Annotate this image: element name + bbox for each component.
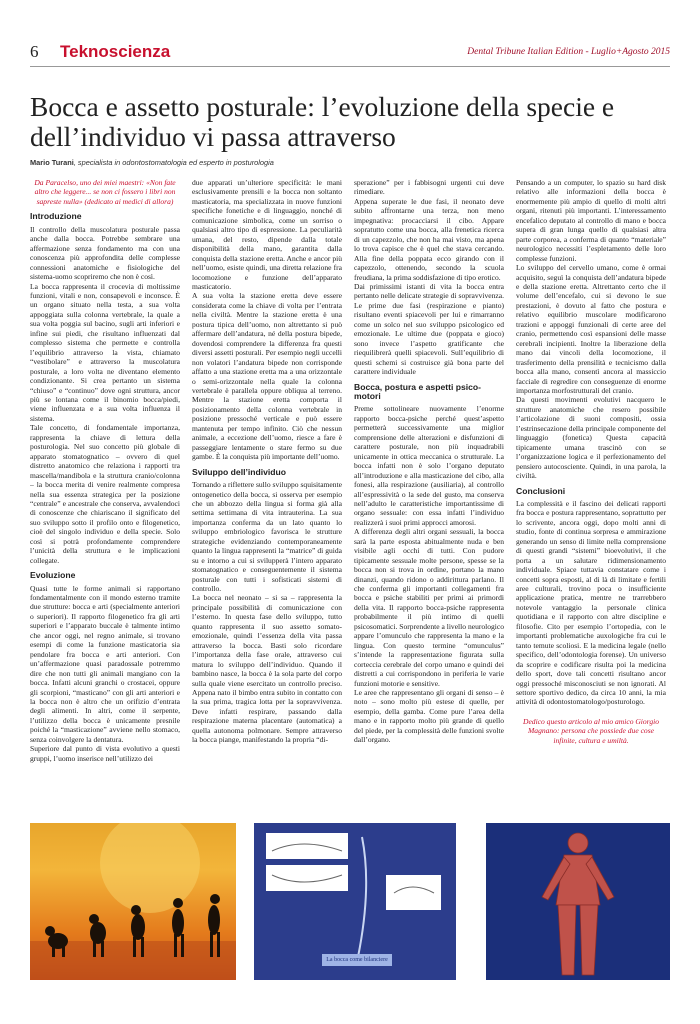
heading-sviluppo: Sviluppo dell’individuo <box>192 466 287 477</box>
heading-introduzione: Introduzione <box>30 211 82 222</box>
paragraph: La bocca rappresenta il crocevia di moltissime funzioni, vitali e non, consapevoli e inconsce. È un organo situato nella testa, a sua volta appoggiata sulla colonna vertebrale, la quale a sua volta poggia sul bacino, sugli arti inferiori e infine sui piedi, che risultano influenzati dal complesso sistema che permette e controlla l’equilibrio attraverso la vista, chiamato “vestibolare” e attraverso la muscolatura posturale, a loro volta ne diventano elemento condizionante. Si crea pertanto un sistema “chiuso” e “continuo” dove ogni struttura, ancor più se lontana come il binomio bocca/piedi, viene influenzata e a sua volta influenza il sistema. <box>30 281 180 423</box>
section-title: Teknoscienza <box>60 42 171 61</box>
paragraph: Lo sviluppo del cervello umano, come è ormai acquisito, seguì la conquista dell’andatura bipede e della stazione eretta. Altrettanto certo che il volume dell’encefalo, cui si devono le sue prestazioni, è dovuto al fatto che postura e relativo equilibrio muscolare modificarono trazioni e appoggi funzionali di certe aree del cranio, permettendo così espansioni delle masse cerebrali incipienti. Inoltre la liberazione della mano dai vincoli della locomozione, il trasferimento della prensilità e tecnicismo dalla bocca alla mano, consentì ancora al massiccio facciale di regredire con conseguenze di enorme importanza morfostrutturali del cranio. <box>516 263 666 395</box>
paragraph: Tornando a riflettere sullo sviluppo squisitamente ontogenetico della bocca, si osserva per esempio che un abbozzo della lingua si forma già alla settima settimana di vita intrauterina. La sua importanza conferma da un lato quanto lo sviluppo embriologico favorisca le strutture strategiche evidenziando contemporaneamente quanto la lingua rappresenti la “matrice” di guida su e intorno a cui si svilupperà l’intero apparato stomatognatico e conseguentemente il sistema posturale con tutti i sofisticati sistemi di controllo. <box>192 480 342 594</box>
muscle-figure <box>486 823 670 980</box>
article-title: Bocca e assetto posturale: l’evoluzione della specie e dell’individuo vi passa attraverso <box>30 91 615 152</box>
author-line <box>30 158 274 167</box>
page-number: 6 <box>30 42 39 61</box>
page-header <box>30 40 670 67</box>
column-2 <box>192 178 342 806</box>
paragraph: A differenza degli altri organi sessuali, la bocca sarà la parte esposta abitualmente nuda e ben visibile agli occhi di tutti. Con pudore tipicamente sessuale molte persone, spesse se la bocca non si trova in ordine, portano la mano dinanzi, quando ridono o addirittura parlano. Il che conferma gli importanti collegamenti fra bocca e psiche stabiliti per primi ai primordi della vita. Il rapporto bocca-psiche rappresenta probabilmente il più intimo di quelli psicosomatici. Sorprendente a livello neurologico appare l’omunculo che rappresenta la mano e la lingua. Con questo termine “omunculus” s’intende la rappresentazione figurata sulla corteccia cerebrale del corpo umano e quindi dei distretti a cui corrispondono in periferia le varie funzioni motorie e sensitive. <box>354 527 504 688</box>
column-1 <box>30 178 180 806</box>
paragraph: Superiore dal punto di vista evolutivo a questi gruppi, l’uomo inserisce nell’utilizzo dei <box>30 744 180 763</box>
column-3 <box>354 178 504 806</box>
dedication-quote: Dedico questo articolo al mio amico Giorgio Magnano: persona che possiede due cose infinite, cultura e umiltà. <box>523 716 659 745</box>
evolution-illustration <box>30 823 236 980</box>
paragraph: Le aree che rappresentano gli organi di senso – è noto – sono molto più estese di quelle, per esempio, della gamba. Come pure l’area della mano e in rapporto molto più grande di quello del piede, per la complessità delle funzioni svolte dall’organo. <box>354 688 504 745</box>
paragraph: A sua volta la stazione eretta deve essere considerata come la chiave di volta per l’entrata nella civiltà. Mentre la stazione eretta è una postura tipica dell’uomo, non altrettanto si può affermare dell’andatura, né della postura bipede, dovendosi comprendere la differenza fra questi diversi assetti posturali. Per esempio negli uccelli non volatori l’andatura bipede non corrisponde affatto a una stazione eretta ma a una orizzontale o semi-orizzontale nella quale la colonna vertebrale è parallela oppure obliqua al terreno. Mentre la stazione eretta comporta il posizionamento della colonna vertebrale in posizione pressoché verticale e può essere mantenuta per tempo infinito. Ciò che nessun animale, a eccezione dell’uomo, riesce a fare è passeggiare lentamente o stare fermo su due gambe. È la conquista più importante dell’uomo. <box>192 291 342 462</box>
paragraph: Da questi movimenti evolutivi nacquero le strutture anatomiche che resero possibile l’articolazione di suoni compositi, ossia l’estrinsecazione della principale componente del linguaggio (fonetica) Questa capacità tipicamente umana trascinò con se l’organizzazione logica e il perfezionamento del pensiero autocosciente. Quindi, in una parola, la civiltà. <box>516 395 666 481</box>
paragraph: due apparati un’ulteriore specificità: le mani esclusivamente prensili e la bocca non soltanto masticatoria, ma specializzata in nuove funzioni specifiche fonetiche e di linguaggio, nonché di comunicazione simbolica, come un sorriso o qualsiasi altro tipo di espressione. La peculiarità umana, del resto, dipende dalla totale disponibilità della mano, garantita dalla conquista della stazione eretta. Anche e ancor più nell’uomo, esiste quindi, una diretta relazione fra locomozione e funzione dell’apparato masticatorio. <box>192 178 342 291</box>
anatomy-illustration <box>486 823 670 980</box>
paragraph: La complessità e il fascino dei delicati rapporti fra bocca e postura rappresentano, soprattutto per lo scrivente, ancora oggi, dopo molti anni di studio, fonte di continua sorpresa e ammirazione generando un senso di limite nella comprensione di questi grandi “sistemi” bioevolutivi, il che porta a un salutare ridimensionamento individuale. Spiace tuttavia constatare come i concetti sopra esposti, al di là di limitate e fertili aree culturali, trovino poca o insufficiente applicazione pratica, mentre ne trarrebbero notevole vantaggio la personale clinica quotidiana e il rapporto con altre discipline e filosofie. Cito per esempio l’ortopedia, con le importanti problematiche auxologiche fra cui le tanto temute scoliosi. E la medicina legale (nello specifico, dell’odontologia forense). Un universo da scoprire e codificare risulta poi la medicina dello sport, dove tali concetti risultano ancor oggi pressoché misconosciuti se non ignorati. Al settore sportivo dedico, da circa 10 anni, la mia attività di odontostomatologo/posturologo. <box>516 498 666 707</box>
paragraph: Appena superate le due fasi, il neonato deve subito affrontarne una terza, non meno impegnativa: procacciarsi il cibo. Appare sopratutto come una bocca, alla frenetica ricerca di un capezzolo, che non ha mai visto, ma apena lo trova capisce che è quel che stava cercando. Alla fine della poppata ecco girando con il capezzolo, ottenendo, secondo la scuola freudiana, la prima soddisfazione di tipo erotico. <box>354 196 504 282</box>
paragraph: sperazione” per i fabbisogni urgenti cui deve rimediare. <box>354 178 504 197</box>
heading-evoluzione: Evoluzione <box>30 570 76 581</box>
paragraph: Tale concetto, di fondamentale importanza, rappresenta la chiave di lettura della posturologia. Nel suo concetto più globale di apparato stomatognatico – ovvero di quel distretto anatomico che relaziona i rapporti tra mascella/mandibola e la struttura cranio/colonna – la bocca merita di venire realmente compresa nella sua essenza strategica per la posizione “centrale” e ancestrale che conserva, avvalendoci di conoscenze che chiariscano il significato del suo sviluppo sotto il profilo onto e filogenetico, cioè del singolo individuo e della specie. Solo così si potrà profondamente comprendere l’unicità della struttura e le implicazioni collegate. <box>30 423 180 565</box>
author-role: , specialista in odontostomatologia ed esperto in posturologia <box>73 158 274 167</box>
author-name: Mario Turani <box>30 158 74 167</box>
heading-bocca-postura: Bocca, postura e aspetti psico-motori <box>354 381 482 401</box>
image-caption: La bocca come bilanciere <box>322 954 392 966</box>
image-strip <box>30 823 670 983</box>
paragraph: Pensando a un computer, lo spazio su hard disk relativo alle informazioni della bocca è enormemente più ampio di quello di molti altri organi, ritenuti più importanti. L’interessamento encefalico deputato al controllo di mano e bocca supera di gran lunga quello di qualsiasi altra parte corporea, a conferma di quanto “materiale” neurologico necessiti l’espletamento delle loro complesse funzioni. <box>516 178 666 263</box>
paragraph: La bocca nel neonato – si sa – rappresenta la principale possibilità di comunicazione con l’esterno. In questa fase dello sviluppo, tutto quanto rappresenta il suo assetto somato-emozionale, quindi l’essenza della vita passa attraverso la bocca. Basti solo ricordare l’importanza della fase orale, attraverso cui matura lo sviluppo dell’individuo. Quando il bambino nasce, la bocca è la sola parte del corpo sulla quale viene esercitato un controllo preciso. Appena nato il bimbo entra subito in contatto con la sua prima, tragica lotta per la sopravvivenza. Deve infatti respirare, passando dalla respirazione materna placentare (automatica) a quella autonoma polmonare. Sempre attraverso la bocca piange, manifestando la propria “di- <box>192 593 342 745</box>
paragraph: Dai primissimi istanti di vita la bocca entra pertanto nelle delicate strategie di sopravvivenza. Le prime due fasi (respirazione e pianto) risultano eventi spiacevoli per lui e rimarranno come un solco nel suo sviluppo psicologico ed emozionale. Le ultime due (poppata e gioco) sono invece l’aspetto gratificante che riequilibrerà quelli spiacevoli. Sull’equilibrio di questi schemi si costruisce già bona parte del carattere individuale <box>354 281 504 377</box>
paragraph: Quasi tutte le forme animali si rapportano fondamentalmente con il mondo esterno tramite due strutture: bocca e arti (specialmente anteriori o superiori). Il rapporto filogenetico fra gli arti superiori e l’apparato buccale è talmente intimo che ancor oggi, nel regno animale, si trovano esempi di come la funzione masticatoria sia pendolare fra bocca e arti anteriori. Con un’affermazione quasi paradossale potremmo dire che non tutti gli animali mangiano con la bocca. Infatti alcuni granchi o crostacei, oppure gli scorpioni, “masticano” con gli arti anteriori e la bocca non è altro che un orifizio d’entrata degli alimenti. In altri, come il serpente, l’utilizzo della bocca è unicamente presnile poiché la “masticazione” avviene nello stomaco, senza coinvolgere la dentatura. <box>30 583 180 744</box>
edition-line: Dental Tribune Italian Edition - Luglio+Agosto 2015 <box>467 47 670 57</box>
heading-conclusioni: Conclusioni <box>516 485 566 496</box>
paragraph: Preme sottolineare nuovamente l’enorme rapporto bocca-psiche perché quest’aspetto permetterà successivamente una miglior comprensione delle alterazioni e disfunzioni di carattere posturale, non più inquadrabili unicamente in ottica meccanica o strutturale. La bocca infatti non è solo l’organo deputato all’introduzione e alla masticazione del cibo, alla fonesi, alla respirazione (ausiliaria), al controllo all’espressività o la sede del gusto, ma conserva nell’adulto le caratteristiche importantissime di organo sessuale: con essa infatti l’individuo realizzerà i suoi primi approcci amorosi. <box>354 404 504 527</box>
column-4 <box>516 178 666 806</box>
evolution-silhouettes <box>30 823 236 980</box>
epigraph-quote: Da Paracelso, uno dei miei maestri: «Non fate altro che leggere... se non ci fossero i libri non sapreste nulla» (dedicato ai medici di allora) <box>34 178 176 206</box>
mouth-balance-illustration <box>254 823 456 980</box>
paragraph: Il controllo della muscolatura posturale passa anche dalla bocca. Potrebbe sembrare una affermazione senza fondamento ma con una conoscenza più approfondita delle complesse connessioni anatomiche e fisiologiche del sistema-uomo scopriremo che non è così. <box>30 224 180 282</box>
